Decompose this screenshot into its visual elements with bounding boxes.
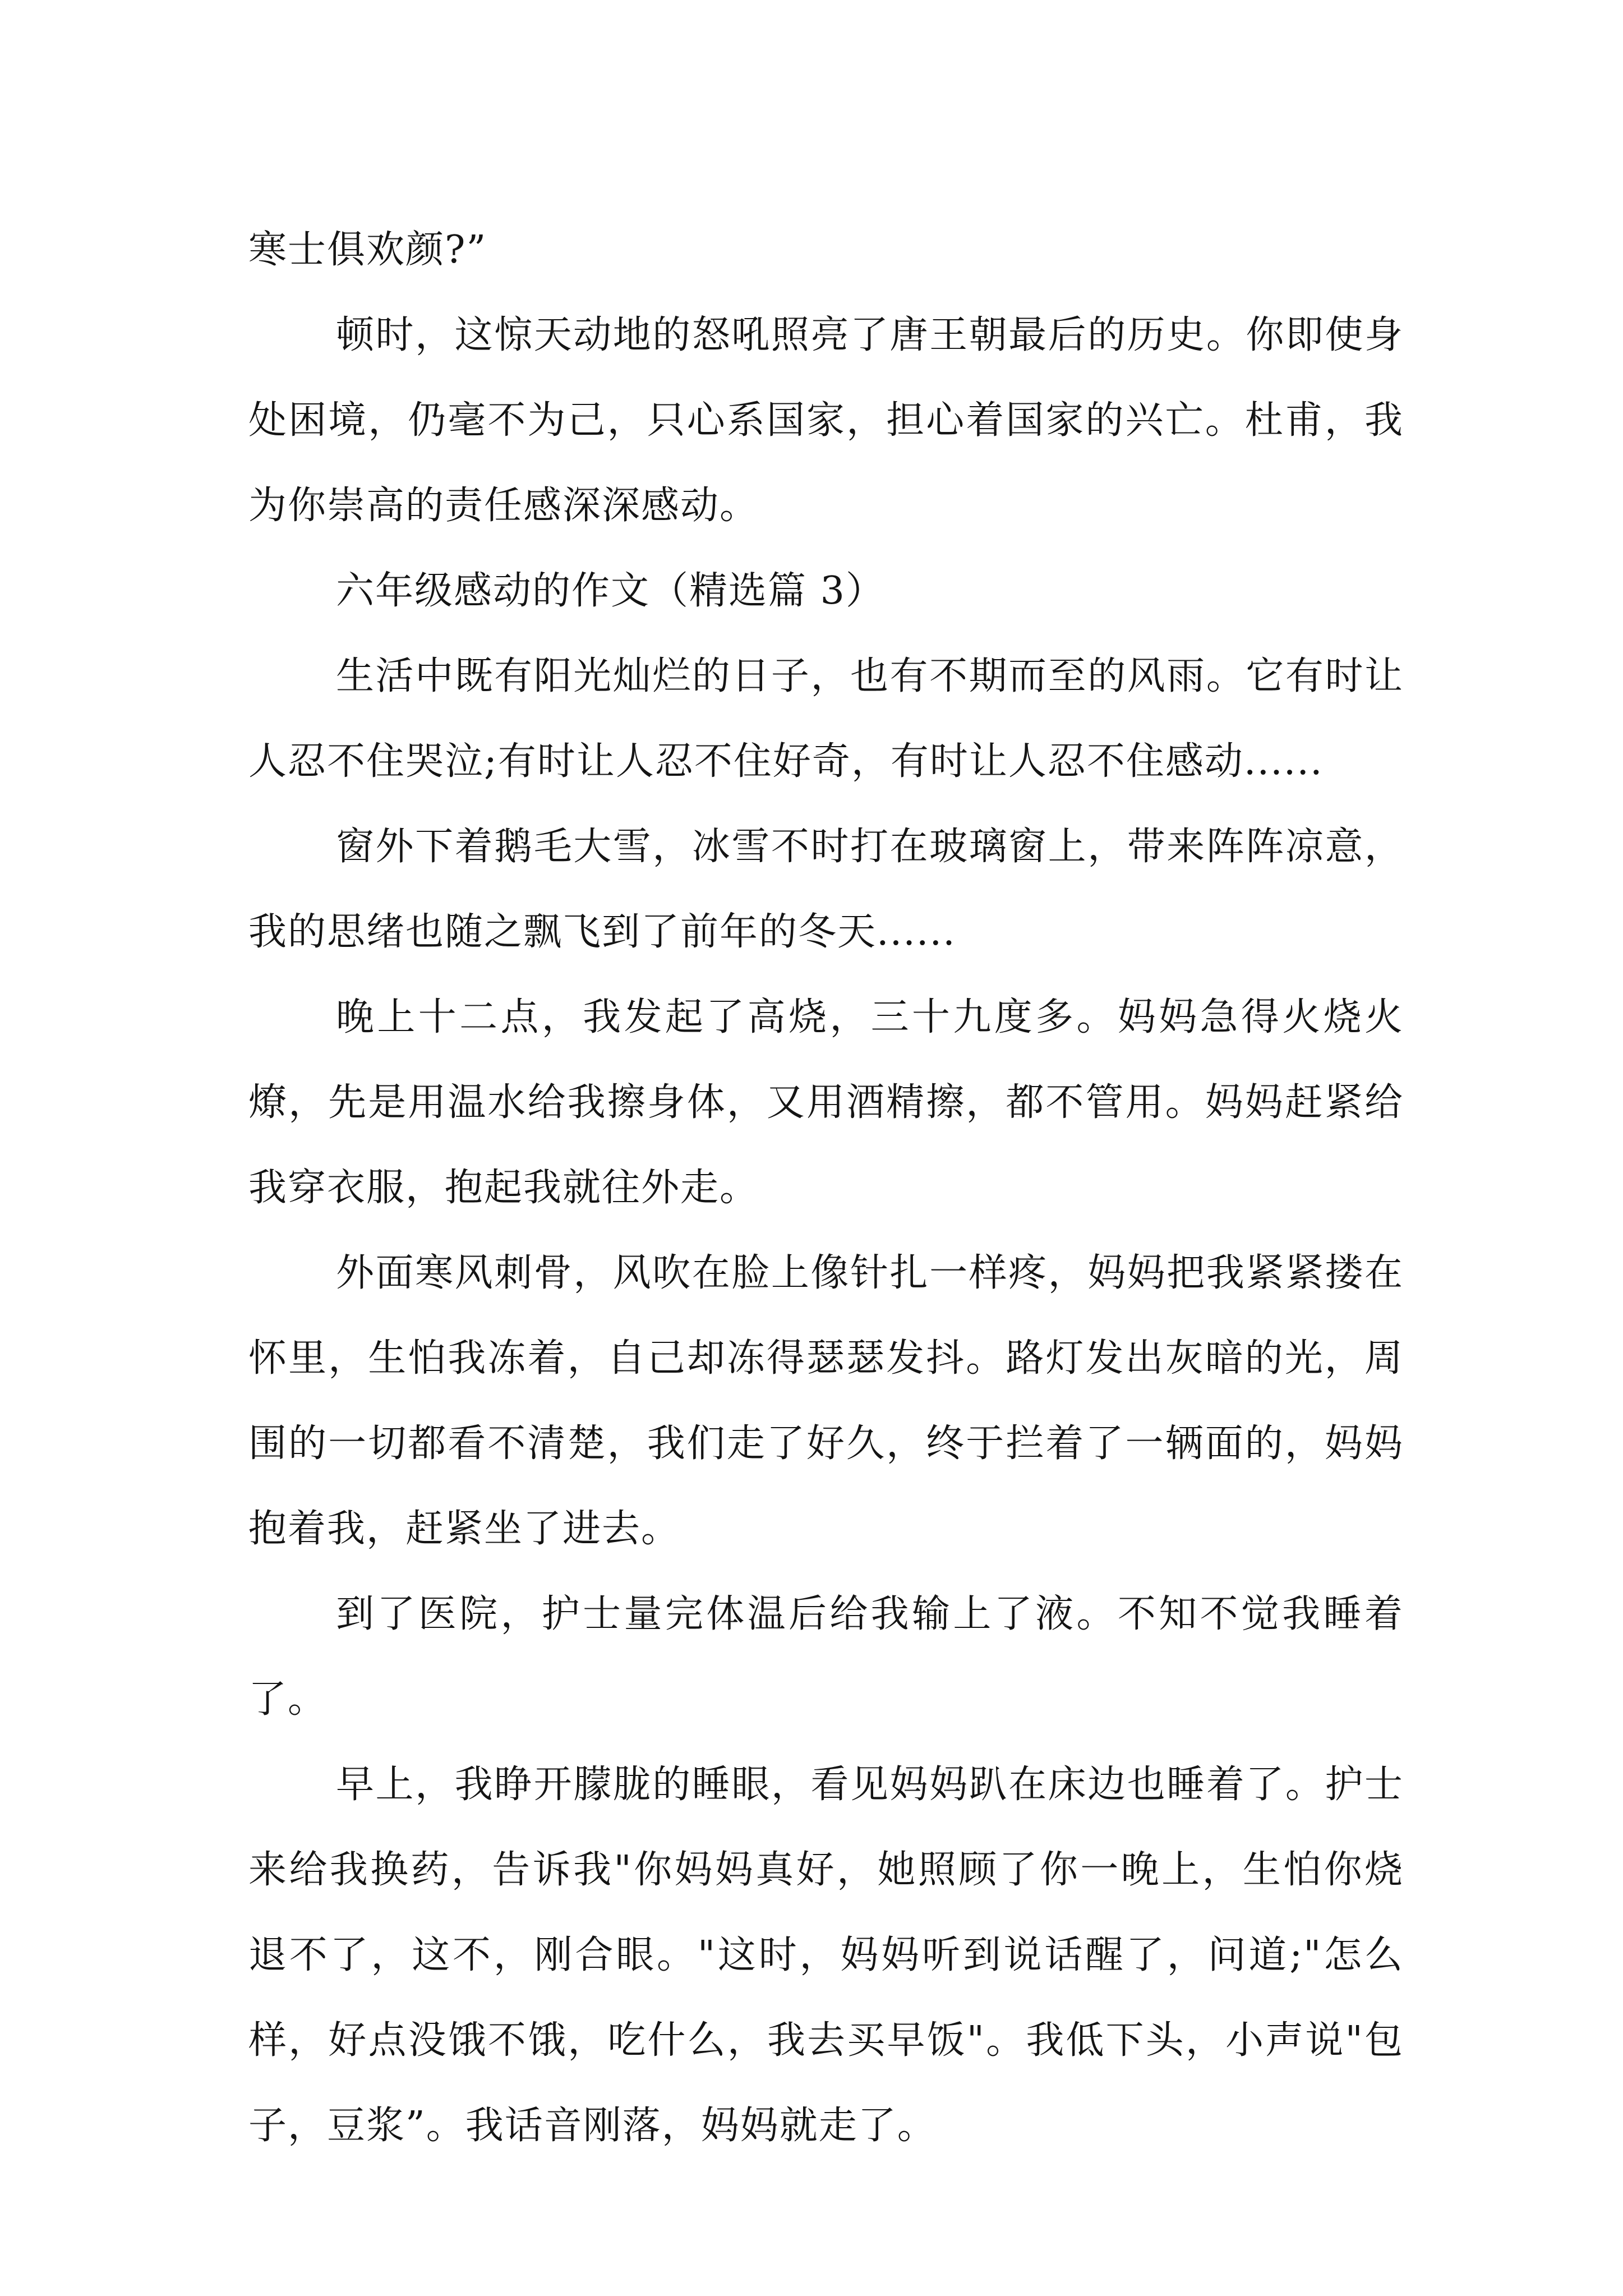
paragraph-continuation: 寒士俱欢颜?” [248,228,487,272]
section-heading: 六年级感动的作文（精选篇 3） [336,569,885,613]
paragraph-morning: 早上，我睁开朦胧的睡眼，看见妈妈趴在床边也睡着了。护士来给我换药，告诉我"你妈妈真好，她照顾了你一晚上，生怕你烧退不了，这不，刚合眼。"这时，妈妈听到说话醒了，问道;"怎么样，好点没饿不饿，吃什么，我去买早饭"。我低下头，小声说"包子，豆浆”。我话音刚落，妈妈就走了。 [248,1763,1404,2148]
paragraph-intro: 生活中既有阳光灿烂的日子，也有不期而至的风雨。它有时让人忍不住哭泣;有时让人忍不住好奇，有时让人忍不住感动...... [248,654,1404,784]
paragraph-hospital: 到了医院，护士量完体温后给我输上了液。不知不觉我睡着了。 [248,1592,1404,1722]
essay-body [248,208,1404,2169]
paragraph-snow: 窗外下着鹅毛大雪，冰雪不时打在玻璃窗上，带来阵阵凉意，我的思绪也随之飘飞到了前年的冬天...... [248,825,1404,954]
paragraph-du-fu-conclusion: 顿时，这惊天动地的怒吼照亮了唐王朝最后的历史。你即使身处困境，仍毫不为己，只心系国家，担心着国家的兴亡。杜甫，我为你崇高的责任感深深感动。 [248,313,1404,528]
paragraph-fever: 晚上十二点，我发起了高烧，三十九度多。妈妈急得火烧火燎，先是用温水给我擦身体，又用酒精擦，都不管用。妈妈赶紧给我穿衣服，抱起我就往外走。 [248,995,1404,1210]
paragraph-cold-night: 外面寒风刺骨，风吹在脸上像针扎一样疼，妈妈把我紧紧搂在怀里，生怕我冻着，自己却冻得瑟瑟发抖。路灯发出灰暗的光，周围的一切都看不清楚，我们走了好久，终于拦着了一辆面的，妈妈抱着我，赶紧坐了进去。 [248,1251,1404,1551]
